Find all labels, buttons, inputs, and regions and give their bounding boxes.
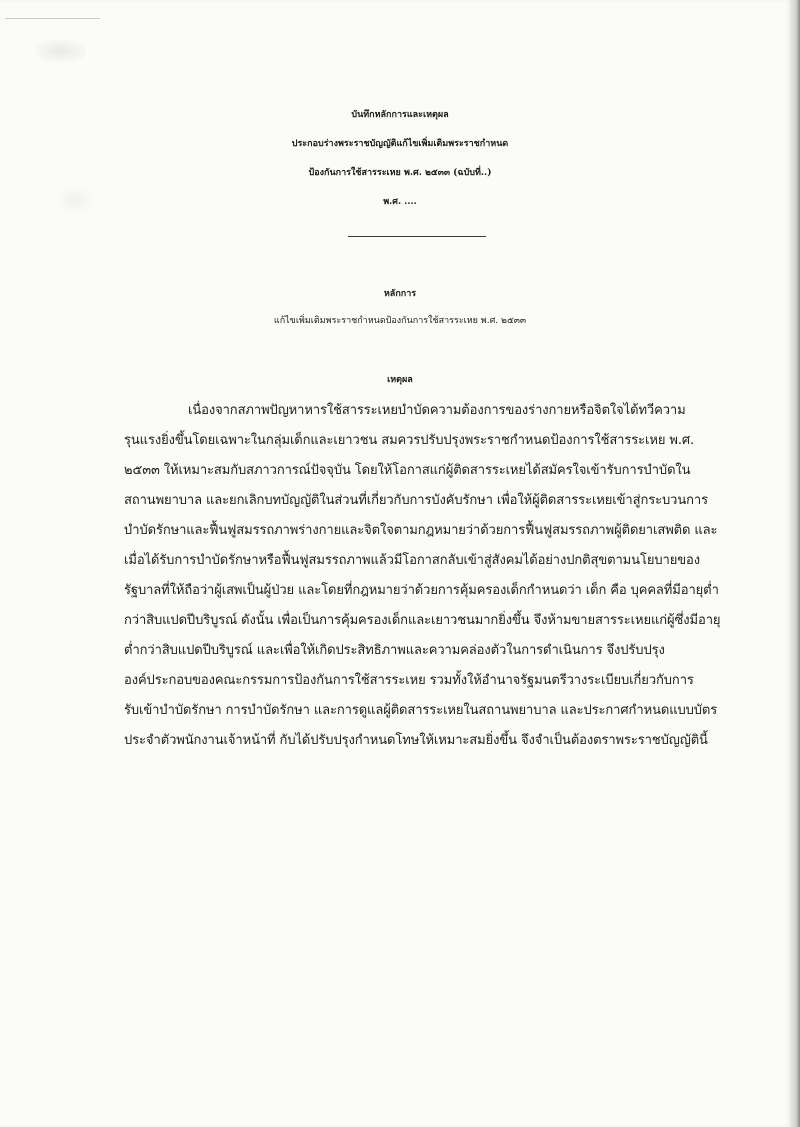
scan-corner-line (5, 18, 100, 19)
reason-line: ต่ำกว่าสิบแปดปีบริบูรณ์ และเพื่อให้เกิดประสิทธิภาพและความคล่องตัวในการดำเนินการ จึงปรับปรุง (124, 643, 665, 658)
reason-line: สถานพยาบาล และยกเลิกบทบัญญัติในส่วนที่เกี่ยวกับการบังคับรักษา เพื่อให้ผู้ติดสารระเหยเข้าสู่กระบวนการ (124, 493, 708, 508)
header-divider (348, 236, 486, 237)
reason-line: องค์ประกอบของคณะกรรมการป้องกันการใช้สารระเหย รวมทั้งให้อำนาจรัฐมนตรีวางระเบียบเกี่ยวกับการ (124, 673, 694, 688)
reason-line: เนื่องจากสภาพปัญหาหารใช้สารระเหยบำบัดความต้องการของร่างกายหรือจิตใจได้ทวีความ (188, 403, 686, 418)
memo-subtitle-law: ป้องกันการใช้สารระเหย พ.ศ. ๒๕๓๓ (ฉบับที่..) (308, 168, 492, 178)
principle-heading: หลักการ (383, 289, 417, 299)
reason-line: เมื่อได้รับการบำบัดรักษาหรือฟื้นฟูสมรรถภาพแล้วมีโอกาสกลับเข้าสู่สังคมได้อย่างปกติสุขตามนโยบายของ (124, 553, 700, 568)
reason-line: กว่าสิบแปดปีบริบูรณ์ ดังนั้น เพื่อเป็นการคุ้มครองเด็กและเยาวชนมากยิ่งขึ้น จึงห้ามขายสารระเหยแก่ผู้ซึ่งมีอายุ (124, 613, 721, 628)
reason-line: รุนแรงยิ่งขึ้นโดยเฉพาะในกลุ่มเด็กและเยาวชน สมควรปรับปรุงพระราชกำหนดป้องการใช้สารระเหย พ.ศ. (124, 433, 695, 448)
reason-line: บำบัดรักษาและฟื้นฟูสมรรถภาพร่างกายและจิตใจตามกฎหมายว่าด้วยการฟื้นฟูสมรรถภาพผู้ติดยาเสพติด และ (124, 523, 718, 538)
reason-line: รัฐบาลที่ให้ถือว่าผู้เสพเป็นผู้ป่วย และโดยที่กฎหมายว่าด้วยการคุ้มครองเด็กกำหนดว่า เด็ก คือ บุคคลที่มีอายุต่ำ (124, 583, 719, 598)
memo-title: บันทึกหลักการและเหตุผล (351, 110, 449, 120)
scan-corner-mark (36, 40, 86, 62)
reason-line: ประจำตัวพนักงานเจ้าหน้าที่ กับได้ปรับปรุงกำหนดโทษให้เหมาะสมยิ่งขึ้น จึงจำเป็นต้องตราพระราชบัญญัตินี้ (124, 733, 708, 748)
memo-year: พ.ศ. .... (383, 197, 417, 207)
reason-line: ๒๕๓๓ ให้เหมาะสมกับสภาวการณ์ปัจจุบัน โดยให้โอกาสแก่ผู้ติดสารระเหยได้สมัครใจเข้ารับการบำบัดใน (124, 463, 691, 478)
memo-subtitle: ประกอบร่างพระราชบัญญัติแก้ไขเพิ่มเติมพระราชกำหนด (291, 139, 509, 149)
reason-heading: เหตุผล (387, 375, 413, 385)
principle-text: แก้ไขเพิ่มเติมพระราชกำหนดป้องกันการใช้สารระเหย พ.ศ. ๒๕๓๓ (273, 316, 527, 326)
reason-line: รับเข้าบำบัดรักษา การบำบัดรักษา และการดูแลผู้ติดสารระเหยในสถานพยาบาล และประกาศกำหนดแบบบัตร (124, 703, 718, 718)
